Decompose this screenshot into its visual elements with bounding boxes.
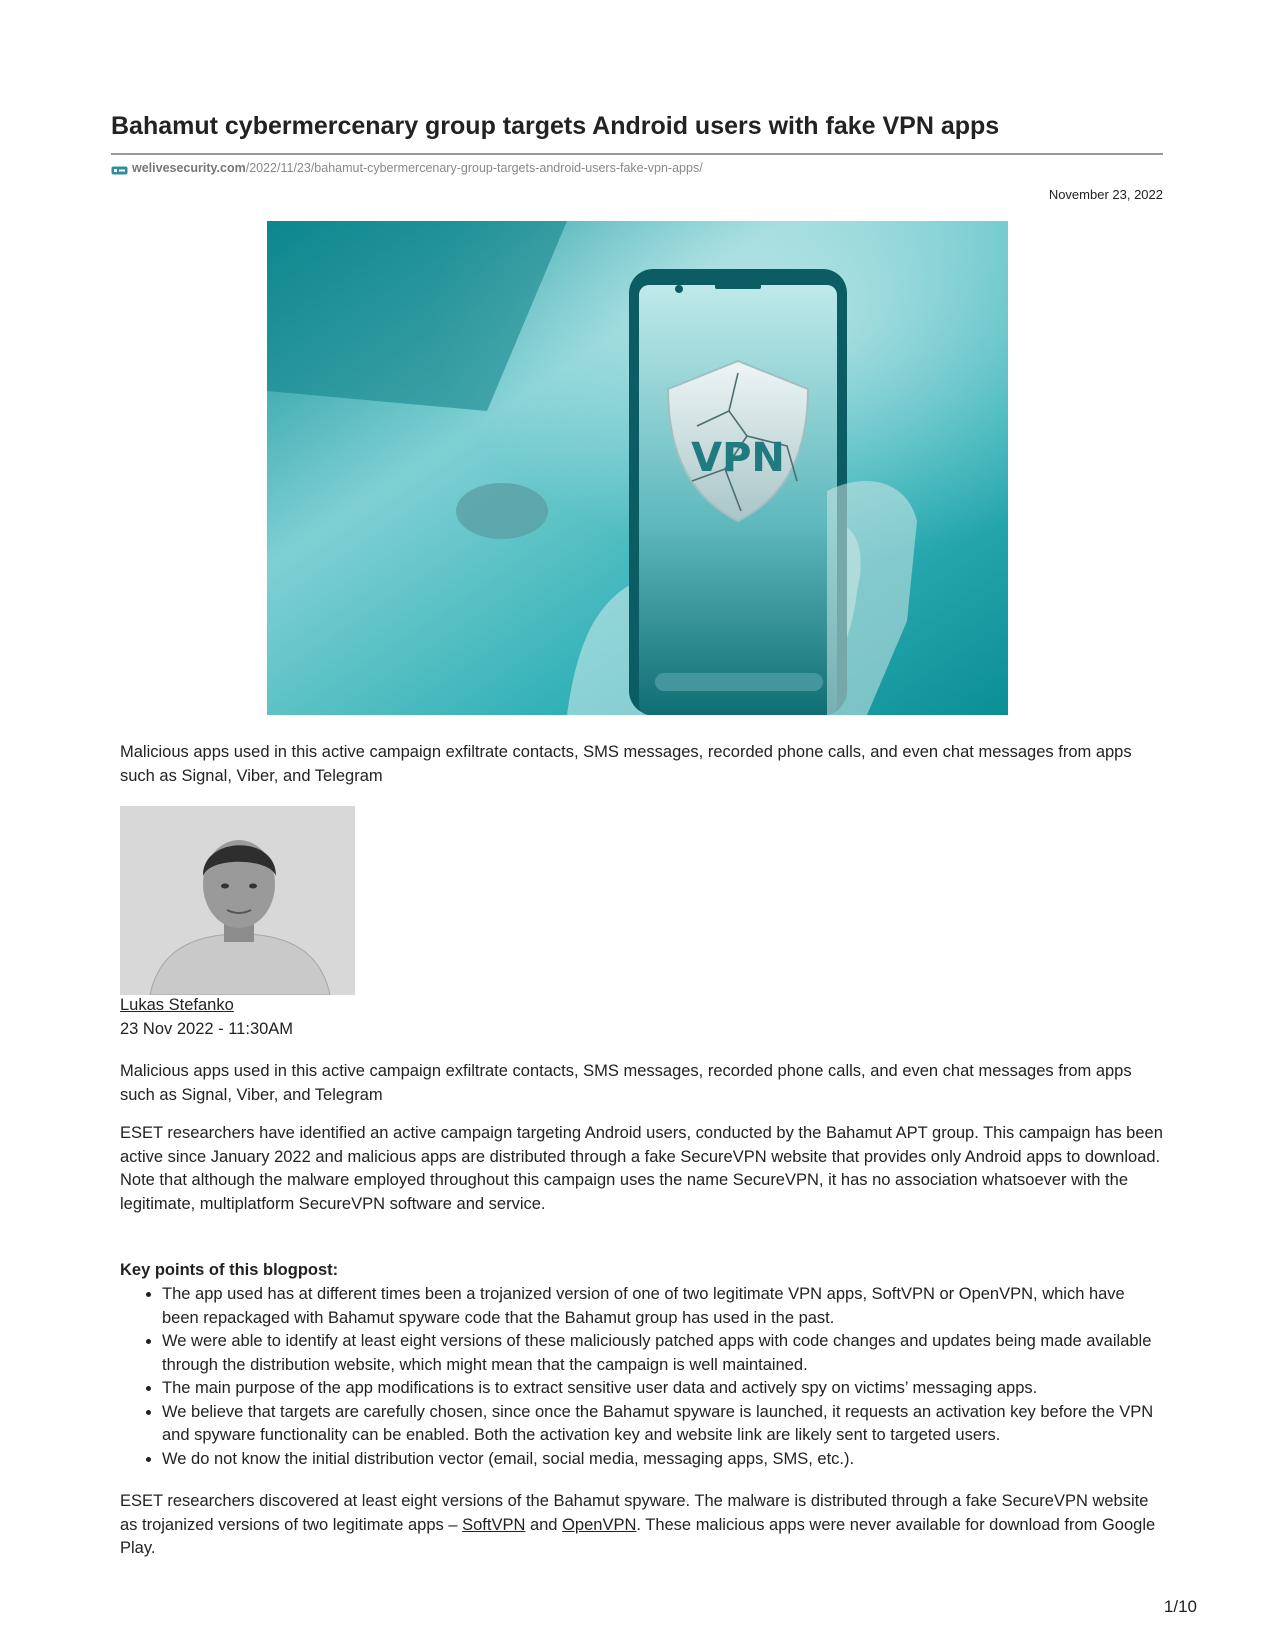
vpn-screen-text: VPN xyxy=(691,435,785,481)
article-title: Bahamut cybermercenary group targets Android users with fake VPN apps xyxy=(111,112,1000,140)
intro-paragraph: Malicious apps used in this active campaign exfiltrate contacts, SMS messages, recorded phone calls, and even chat messages from apps such as Signal, Viber, and Telegram xyxy=(120,743,1132,785)
hero-image xyxy=(267,221,1008,715)
openvpn-link[interactable]: OpenVPN xyxy=(562,1515,637,1534)
key-point-item: • The main purpose of the app modifications is to extract sensitive user data and actively spy on victims’ messaging apps. xyxy=(162,1377,1165,1401)
key-point-item: • The app used has at different times been a trojanized version of one of two legitimate VPN apps, SoftVPN or OpenVPN, which have been repackaged with Bahamut spyware code that the Bahamut group has used in the past. xyxy=(162,1283,1165,1330)
softvpn-link[interactable]: SoftVPN xyxy=(462,1515,526,1534)
key-point-item: • We believe that targets are carefully chosen, since once the Bahamut spyware is launched, it requests an activation key before the VPN and spyware functionality can be enabled. Both the activation key and website link are likely sent to targeted users. xyxy=(162,1401,1165,1448)
key-point-item: • We were able to identify at least eight versions of these maliciously patched apps with code changes and updates being made available through the distribution website, which might mean that the campaign is well maintained. xyxy=(162,1330,1165,1377)
source-domain: welivesecurity.com xyxy=(132,161,246,175)
page-number: 1/10 xyxy=(1163,1597,1197,1616)
body-paragraph-2-text: ESET researchers discovered at least eight versions of the Bahamut spyware. The malware is distributed through a fake SecureVPN website as trojanized versions of two legitimate apps – xyxy=(120,1492,1149,1534)
author-datetime: 23 Nov 2022 - 11:30AM xyxy=(120,1020,294,1038)
author-avatar xyxy=(120,806,355,995)
body-paragraph-2 xyxy=(120,1490,1165,1561)
source-url[interactable] xyxy=(111,161,703,175)
summary-paragraph: Malicious apps used in this active campaign exfiltrate contacts, SMS messages, recorded phone calls, and even chat messages from apps such as Signal, Viber, and Telegram xyxy=(120,1062,1132,1104)
article-date: November 23, 2022 xyxy=(1048,187,1163,202)
title-divider xyxy=(111,153,1163,155)
body-paragraph-2-text: and xyxy=(525,1515,563,1534)
author-name-link[interactable]: Lukas Stefanko xyxy=(120,996,234,1014)
source-path: /2022/11/23/bahamut-cybermercenary-group-targets-android-users-fake-vpn-apps/ xyxy=(245,161,703,175)
body-paragraph-1: ESET researchers have identified an active campaign targeting Android users, conducted by the Bahamut APT group. This campaign has been active since January 2022 and malicious apps are distributed through a fake SecureVPN website that provides only Android apps to download. Note that although the malware employed throughout this campaign uses the name SecureVPN, it has no association whatsoever with the legitimate, multiplatform SecureVPN software and service. xyxy=(120,1124,1163,1213)
link-icon xyxy=(111,164,128,173)
key-points-list xyxy=(120,1283,1165,1471)
key-point-item: • We do not know the initial distribution vector (email, social media, messaging apps, SMS, etc.). xyxy=(162,1448,1165,1472)
body-paragraph-2-text: . These malicious apps were never available for download from Google Play. xyxy=(120,1515,1156,1557)
key-points-heading: Key points of this blogpost: xyxy=(120,1261,339,1279)
